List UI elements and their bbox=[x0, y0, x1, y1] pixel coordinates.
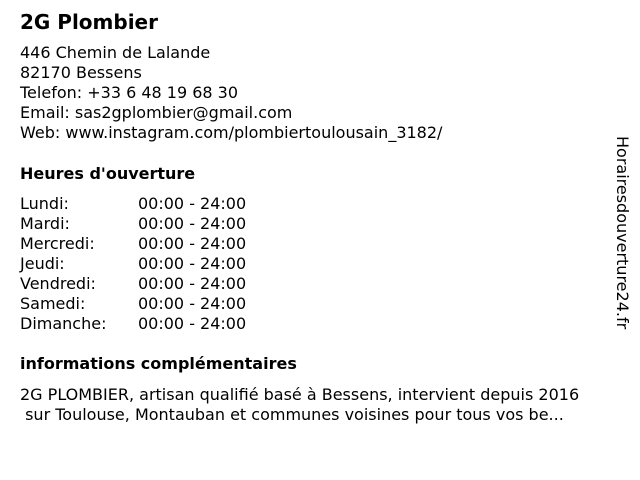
time-range: 00:00 - 24:00 bbox=[138, 234, 247, 253]
time-range: 00:00 - 24:00 bbox=[138, 214, 247, 233]
phone-line[interactable]: Telefon: +33 6 48 19 68 30 bbox=[20, 83, 239, 102]
hours-row-thursday bbox=[20, 254, 246, 274]
day-label: Vendredi: bbox=[20, 274, 96, 293]
hours-row-saturday bbox=[20, 294, 246, 314]
site-watermark: Horairesdouverture24.fr bbox=[613, 136, 632, 330]
street-address: 446 Chemin de Lalande bbox=[20, 43, 211, 62]
business-name: 2G Plombier bbox=[20, 10, 158, 34]
hours-row-wednesday bbox=[20, 234, 246, 254]
city-postal: 82170 Bessens bbox=[20, 63, 142, 82]
email-line[interactable]: Email: sas2gplombier@gmail.com bbox=[20, 103, 293, 122]
opening-hours-table bbox=[20, 194, 246, 334]
time-range: 00:00 - 24:00 bbox=[138, 314, 247, 333]
contact-details bbox=[20, 43, 442, 143]
day-label: Lundi: bbox=[20, 194, 69, 213]
day-label: Mercredi: bbox=[20, 234, 95, 253]
time-range: 00:00 - 24:00 bbox=[138, 294, 247, 313]
info-line-1: 2G PLOMBIER, artisan qualifié basé à Bessens, intervient depuis 2016 bbox=[20, 385, 580, 404]
hours-row-friday bbox=[20, 274, 246, 294]
hours-row-sunday bbox=[20, 314, 246, 334]
additional-info-text bbox=[20, 385, 636, 425]
info-line-2: sur Toulouse, Montauban et communes voisines pour tous vos be... bbox=[20, 405, 564, 424]
hours-row-tuesday bbox=[20, 214, 246, 234]
time-range: 00:00 - 24:00 bbox=[138, 254, 247, 273]
day-label: Mardi: bbox=[20, 214, 70, 233]
opening-hours-heading: Heures d'ouverture bbox=[20, 164, 196, 183]
time-range: 00:00 - 24:00 bbox=[138, 194, 247, 213]
website-line[interactable]: Web: www.instagram.com/plombiertoulousain_3182/ bbox=[20, 123, 443, 142]
day-label: Dimanche: bbox=[20, 314, 107, 333]
day-label: Samedi: bbox=[20, 294, 86, 313]
time-range: 00:00 - 24:00 bbox=[138, 274, 247, 293]
additional-info-heading: informations complémentaires bbox=[20, 354, 297, 373]
hours-row-monday bbox=[20, 194, 246, 214]
day-label: Jeudi: bbox=[20, 254, 65, 273]
